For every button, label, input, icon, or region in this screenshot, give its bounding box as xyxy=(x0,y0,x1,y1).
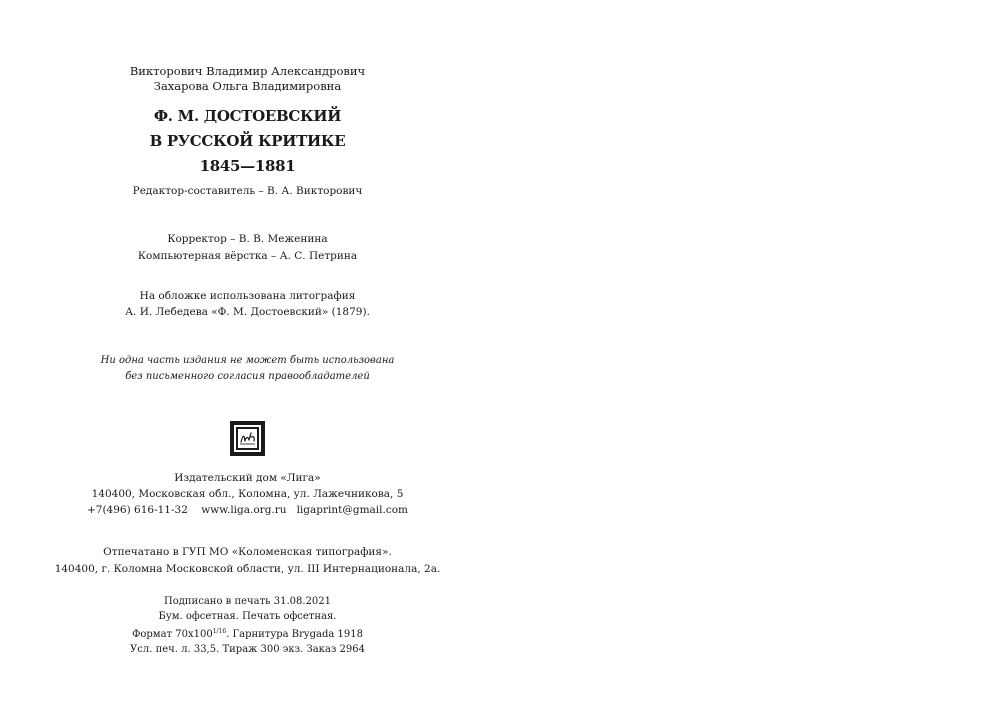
imprint-signed: Подписано в печать 31.08.2021 xyxy=(163,596,332,607)
corrector-line: Корректор – В. В. Меженина xyxy=(167,233,328,245)
cover-credit xyxy=(40,288,455,320)
format-sup: 1/16 xyxy=(212,628,227,635)
cover-line: На обложке использована литография xyxy=(139,290,356,302)
publisher-address: 140400, Московская обл., Коломна, ул. Лажечникова, 5 xyxy=(91,488,404,500)
printer-line: Отпечатано в ГУП МО «Коломенская типография». xyxy=(103,546,392,558)
author-name: Захарова Ольга Владимировна xyxy=(153,79,342,93)
printer-info xyxy=(40,544,455,578)
publisher-name: Издательский дом «Лига» xyxy=(174,472,321,484)
publisher-website: www.liga.org.ru xyxy=(201,504,287,516)
cover-line: А. И. Лебедева «Ф. М. Достоевский» (1879). xyxy=(125,306,370,318)
rights-line: без письменного согласия правообладателей xyxy=(125,371,370,382)
rights-notice xyxy=(40,353,455,385)
publisher-contacts xyxy=(40,502,455,518)
liga-publisher-logo-icon xyxy=(230,421,265,456)
publisher-info xyxy=(40,470,455,518)
editor-credit xyxy=(40,184,455,198)
publisher-email: ligaprint@gmail.com xyxy=(296,504,408,516)
editor-line: Редактор-составитель – В. А. Викторович xyxy=(132,185,363,197)
title-line: Ф. М. ДОСТОЕВСКИЙ xyxy=(153,107,342,125)
author-name: Викторович Владимир Александрович xyxy=(129,64,366,78)
imprint-block xyxy=(40,594,455,657)
rights-line: Ни одна часть издания не может быть использована xyxy=(100,355,395,366)
format-prefix: Формат 70х100 xyxy=(132,629,213,640)
publisher-phone: +7(496) 616-11-32 xyxy=(86,504,188,516)
imprint-sheets: Усл. печ. л. 33,5. Тираж 300 экз. Заказ 2964 xyxy=(130,644,365,655)
authors-block xyxy=(40,64,455,94)
staff-credits xyxy=(40,231,455,265)
title-years: 1845—1881 xyxy=(199,157,296,175)
logo-graphic xyxy=(230,421,265,456)
layout-line: Компьютерная вёрстка – А. С. Петрина xyxy=(137,250,358,262)
printer-address: 140400, г. Коломна Московской области, ул. III Интернационала, 2а. xyxy=(54,563,441,575)
imprint-paper: Бум. офсетная. Печать офсетная. xyxy=(158,611,337,622)
book-title xyxy=(40,104,455,179)
format-suffix: . Гарнитура Brygada 1918 xyxy=(226,629,363,640)
imprint-format xyxy=(40,624,455,642)
title-line: В РУССКОЙ КРИТИКЕ xyxy=(149,132,346,150)
